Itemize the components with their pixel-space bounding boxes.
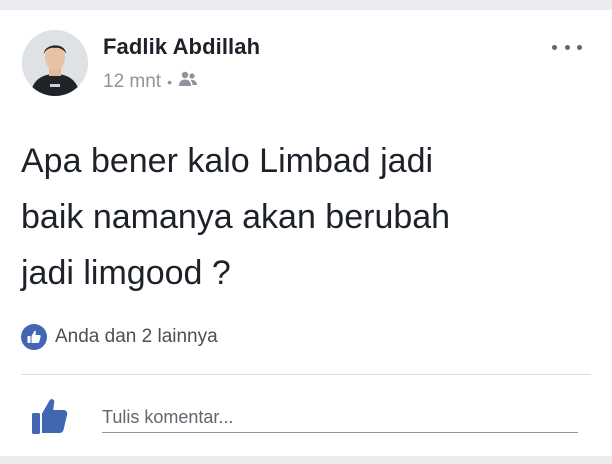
friends-icon[interactable] xyxy=(178,71,198,93)
post-time[interactable]: 12 mnt xyxy=(103,71,162,92)
author-name[interactable]: Fadlik Abdillah xyxy=(103,34,261,59)
like-badge-icon xyxy=(21,324,47,350)
avatar[interactable] xyxy=(22,30,88,96)
like-icon[interactable] xyxy=(31,396,69,436)
reactions-text: Anda dan 2 lainnya xyxy=(55,326,218,347)
post-meta xyxy=(103,70,198,94)
meta-separator: • xyxy=(167,74,172,90)
more-options-icon[interactable] xyxy=(552,42,582,52)
divider xyxy=(21,374,591,375)
avatar-image xyxy=(22,30,88,96)
post-text: Apa bener kalo Limbad jadi baik namanya akan berubah jadi limgood ? xyxy=(21,142,451,292)
comment-input[interactable] xyxy=(102,402,578,433)
post-card xyxy=(0,10,612,456)
reactions-summary[interactable] xyxy=(21,323,218,351)
